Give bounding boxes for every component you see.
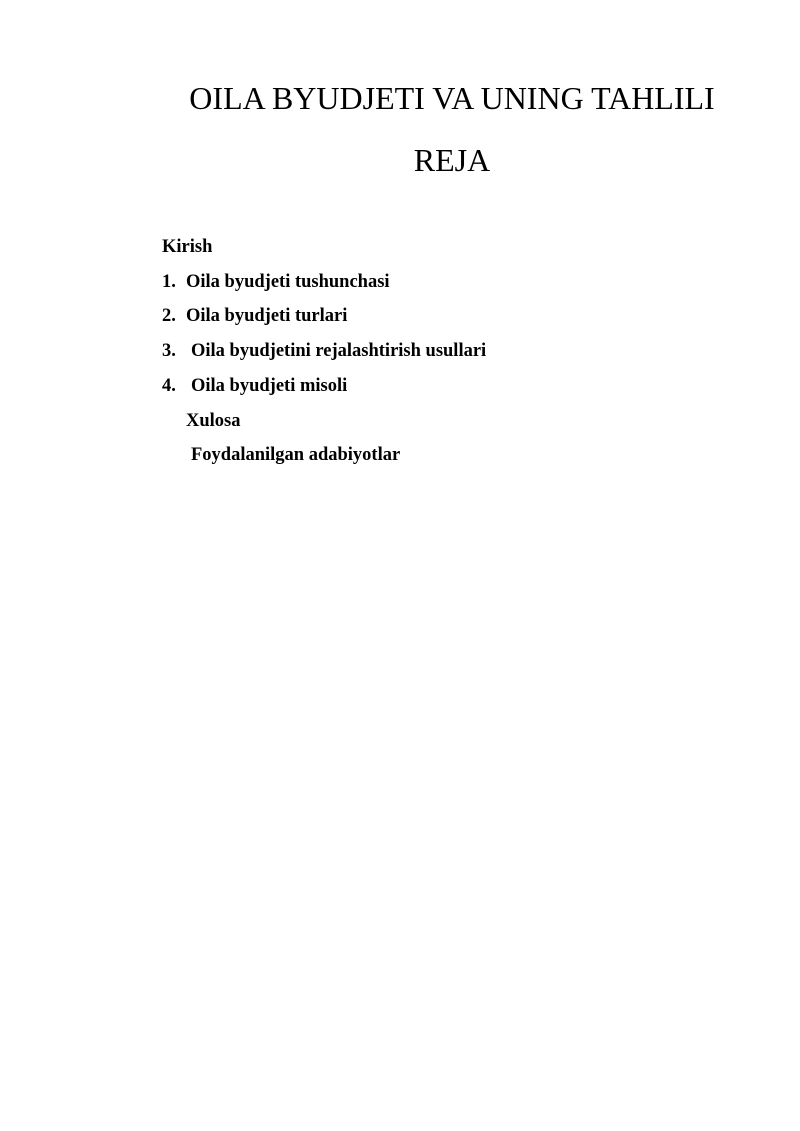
document-title: OILA BYUDJETI VA UNING TAHLILI (189, 80, 715, 116)
toc-item-1 (162, 265, 722, 300)
toc-item-label: Oila byudjetini rejalashtirish usullari (191, 341, 487, 362)
toc-item-label: Oila byudjeti tushunchasi (186, 271, 390, 292)
toc-item-3 (162, 334, 722, 369)
toc-item-conclusion: Xulosa (186, 410, 241, 431)
toc-item-number: 4. (162, 375, 176, 396)
toc-item-references: Foydalanilgan adabiyotlar (191, 445, 401, 466)
toc-item-label: Oila byudjeti misoli (191, 375, 348, 396)
toc-item-number: 3. (162, 341, 176, 362)
toc-item-label: Oila byudjeti turlari (186, 306, 348, 327)
toc-item-intro: Kirish (162, 237, 213, 257)
toc-item-2 (162, 299, 722, 334)
toc-item-4 (162, 369, 722, 404)
toc-item-number: 2. (162, 306, 176, 327)
table-of-contents (162, 230, 722, 473)
plan-heading: REJA (413, 142, 491, 178)
toc-item-number: 1. (162, 271, 176, 292)
